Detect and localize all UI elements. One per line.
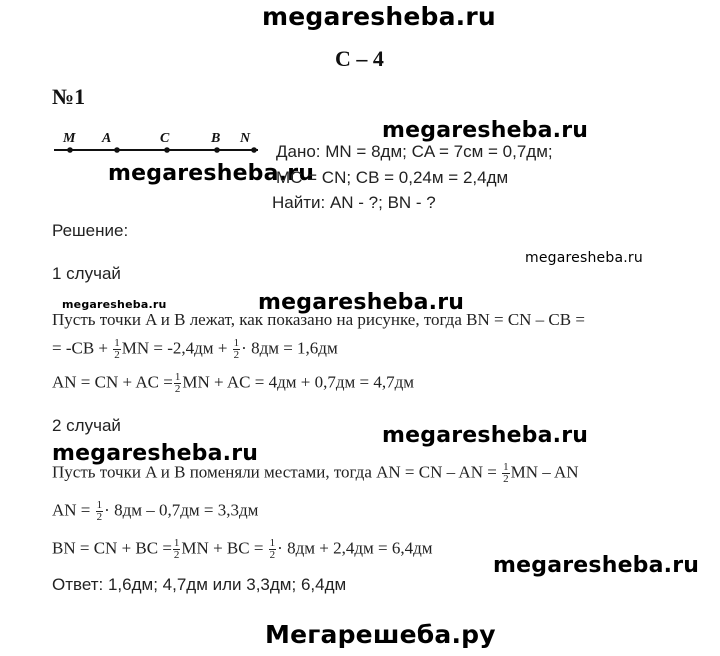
- fraction-one-half: $\frac{1}{2}$: [503, 461, 509, 485]
- case1-line-3b: MN + AC = 4дм + 0,7дм = 4,7дм: [182, 372, 415, 392]
- watermark-top: megaresheba.ru: [262, 2, 496, 31]
- section-title: С – 4: [335, 46, 384, 71]
- case2-line-3: [52, 538, 432, 561]
- case1-line-2: [52, 338, 338, 361]
- fraction-one-half: $\frac{1}{2}$: [173, 537, 180, 561]
- watermark: megaresheba.ru: [52, 441, 259, 466]
- case1-line-2a: = -CB +: [52, 338, 109, 358]
- fraction-one-half: $\frac{1}{2}$: [114, 337, 120, 361]
- point-a: [114, 147, 120, 153]
- watermark: megaresheba.ru: [382, 118, 589, 143]
- point-b: [214, 147, 220, 153]
- case1-line-2b: MN = -2,4дм +: [121, 338, 228, 358]
- case2-line-1a: Пусть точки A и B поменяли местами, тогда AN = CN – AN =: [52, 462, 497, 482]
- watermark: megaresheba.ru: [258, 290, 465, 315]
- case2-line-3b: MN + BC =: [181, 538, 264, 558]
- point-label-b: B: [211, 131, 221, 146]
- fraction-one-half: $\frac{1}{2}$: [174, 371, 181, 395]
- problem-number: №1: [52, 84, 86, 109]
- fraction-one-half: $\frac{1}{2}$: [233, 337, 240, 361]
- watermark: megaresheba.ru: [493, 553, 700, 578]
- point-n: [251, 147, 257, 153]
- case2-line-1: [52, 462, 579, 485]
- case2-line-2b: · 8дм – 0,7дм = 3,3дм: [104, 500, 259, 520]
- case2-line-2a: AN =: [52, 500, 91, 520]
- case2-title: 2 случай: [52, 416, 121, 435]
- case2-line-1b: MN – AN: [510, 462, 579, 482]
- point-m: [67, 147, 73, 153]
- point-label-c: C: [160, 131, 170, 146]
- case2-line-2: [52, 500, 258, 523]
- point-label-n: N: [240, 131, 251, 146]
- solution-heading: Решение:: [52, 221, 129, 240]
- fraction-one-half: $\frac{1}{2}$: [269, 537, 276, 561]
- given-line-2: MC = CN; CB = 0,24м = 2,4дм: [276, 168, 509, 187]
- point-label-a: A: [102, 131, 112, 146]
- case1-title: 1 случай: [52, 264, 121, 283]
- case1-line-1: Пусть точки A и B лежат, как показано на рисунке, тогда BN = CN – CB =: [52, 310, 585, 329]
- find-line: Найти: AN - ?; BN - ?: [272, 193, 436, 212]
- given-line-1: Дано: MN = 8дм; CA = 7см = 0,7дм;: [276, 142, 553, 161]
- fraction-one-half: $\frac{1}{2}$: [96, 499, 103, 523]
- case1-line-3a: AN = CN + AC =: [52, 372, 173, 392]
- point-c: [164, 147, 170, 153]
- answer: Ответ: 1,6дм; 4,7дм или 3,3дм; 6,4дм: [52, 575, 347, 594]
- watermark: megaresheba.ru: [108, 161, 315, 186]
- watermark: megaresheba.ru: [382, 423, 589, 448]
- watermark-bottom: Мегарешеба.ру: [265, 620, 496, 649]
- case2-line-3a: BN = CN + BC =: [52, 538, 172, 558]
- watermark: megaresheba.ru: [525, 250, 643, 266]
- case1-line-3: [52, 372, 414, 395]
- case2-line-3c: · 8дм + 2,4дм = 6,4дм: [277, 538, 433, 558]
- point-label-m: M: [63, 131, 76, 146]
- watermark: megaresheba.ru: [62, 298, 167, 311]
- case1-line-2c: · 8дм = 1,6дм: [241, 338, 338, 358]
